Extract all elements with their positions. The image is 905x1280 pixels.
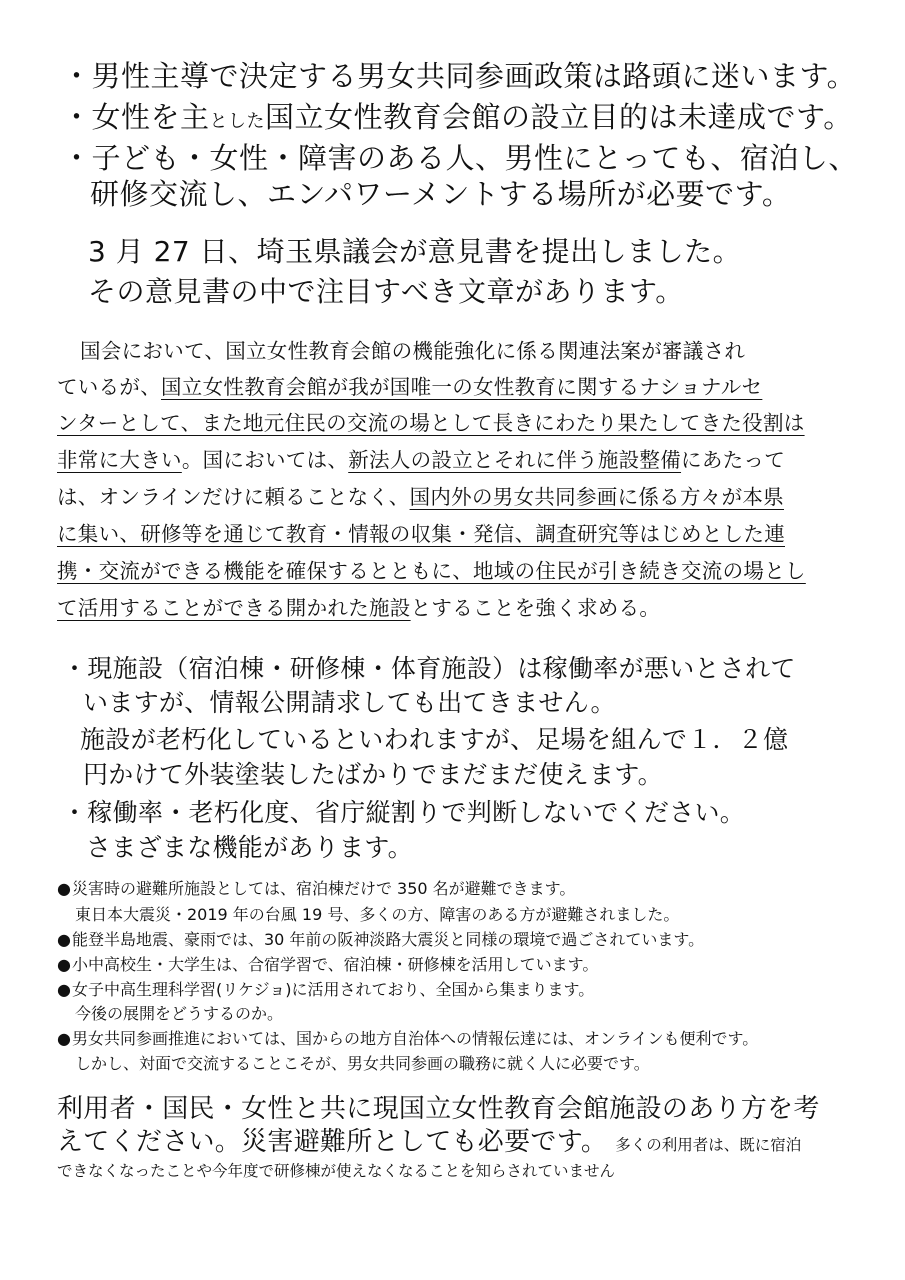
quote-line-8 xyxy=(57,598,660,619)
quote-line-5 xyxy=(57,487,784,508)
announcement-line-1: 3 月 27 日、埼玉県議会が意見書を提出しました。 xyxy=(88,235,742,268)
quote-line-4-plain-b: にあたって xyxy=(681,448,786,472)
heading-point-2-part-a: ・女性を主 xyxy=(62,100,210,134)
closing-line-1: 利用者・国民・女性と共に現国立女性教育会館施設のあり方を考 xyxy=(57,1094,820,1124)
quote-line-4 xyxy=(57,450,785,471)
quote-line-3-underlined: ンターとして、また地元住民の交流の場として長きにわたり果たしてきた役割は xyxy=(57,411,805,435)
function-item-1-continued: 東日本大震災・2019 年の台風 19 号、多くの方、障害のある方が避難されました。 xyxy=(75,905,680,924)
quote-line-4-underlined-a: 非常に大きい xyxy=(57,448,182,472)
function-item-3-text: 小中高校生・大学生は、合宿学習で、宿泊棟・研修棟を活用しています。 xyxy=(71,955,599,974)
quote-line-1: 国会において、国立女性教育会館の機能強化に係る関連法案が審議され xyxy=(80,339,746,363)
function-item-4 xyxy=(57,982,594,998)
function-item-1-text: 災害時の避難所施設としては、宿泊棟だけで 350 名が避難できます。 xyxy=(71,879,576,898)
facility-point-3: ・稼働率・老朽化度、省庁縦割りで判断しないでください。 xyxy=(62,798,746,827)
bullet-icon: ● xyxy=(57,879,71,898)
quote-line-4-plain-a: 。国においては、 xyxy=(181,448,349,472)
closing-line-3: できなくなったことや今年度で研修棟が使えなくなることを知らされていません xyxy=(57,1162,616,1180)
function-item-4-text: 女子中高生理科学習(リケジョ)に活用されており、全国から集まります。 xyxy=(71,980,595,999)
function-item-2 xyxy=(57,932,704,948)
quote-line-6-underlined: に集い、研修等を通じて教育・情報の収集・発信、調査研究等はじめとした連 xyxy=(57,522,785,546)
quote-line-4-underlined-b: 新法人の設立とそれに伴う施設整備 xyxy=(348,448,682,472)
quote-line-3 xyxy=(57,413,805,434)
facility-point-2-continued: 円かけて外装塗装したばかりでまだまだ使えます。 xyxy=(83,760,663,789)
facility-point-2: 施設が老朽化しているといわれますが、足場を組んで１．２億 xyxy=(80,725,789,754)
closing-line-2 xyxy=(57,1129,801,1155)
heading-point-3: ・子ども・女性・障害のある人、男性にとっても、宿泊し、 xyxy=(62,141,858,175)
bullet-icon: ● xyxy=(57,980,71,999)
facility-point-1-continued: いますが、情報公開請求しても出てきません。 xyxy=(83,688,616,717)
heading-point-2-small-part: とした xyxy=(209,111,266,132)
bullet-icon: ● xyxy=(57,930,71,949)
quote-line-6 xyxy=(57,524,785,545)
quote-line-2-underlined: 国立女性教育会館が我が国唯一の女性教育に関するナショナルセ xyxy=(161,375,763,399)
heading-point-2 xyxy=(62,100,853,134)
facility-point-1: ・現施設（宿泊棟・研修棟・体育施設）は稼働率が悪いとされて xyxy=(62,654,796,683)
function-item-5-text: 男女共同参画推進においては、国からの地方自治体への情報伝達には、オンラインも便利です。 xyxy=(71,1029,759,1048)
bullet-icon: ● xyxy=(57,1029,71,1048)
facility-point-3-continued: さまざまな機能があります。 xyxy=(86,833,413,862)
heading-point-3-continued: 研修交流し、エンパワーメントする場所が必要です。 xyxy=(90,177,792,211)
announcement-line-2: その意見書の中で注目すべき文章があります。 xyxy=(88,275,684,308)
function-item-4-continued: 今後の展開をどうするのか。 xyxy=(75,1004,284,1023)
function-item-5-continued: しかし、対面で交流することこそが、男女共同参画の職務に就く人に必要です。 xyxy=(75,1054,650,1073)
function-item-5 xyxy=(57,1031,758,1047)
quote-line-5-underlined: 国内外の男女共同参画に係る方々が本県 xyxy=(409,485,784,509)
heading-point-1: ・男性主導で決定する男女共同参画政策は路頭に迷います。 xyxy=(62,59,857,93)
bullet-icon: ● xyxy=(57,955,71,974)
closing-line-2-small: 多くの利用者は、既に宿泊 xyxy=(615,1136,802,1154)
heading-point-2-part-b: 国立女性教育会館の設立目的は未達成です。 xyxy=(265,100,853,134)
function-item-2-text: 能登半島地震、豪雨では、30 年前の阪神淡路大震災と同様の環境で過ごされています。 xyxy=(71,930,705,949)
closing-line-2-large: えてください。災害避難所としても必要です。 xyxy=(57,1127,608,1157)
quote-line-8-plain: とすることを強く求める。 xyxy=(410,596,661,620)
quote-line-2-plain: ているが、 xyxy=(57,375,161,399)
quote-line-7 xyxy=(57,561,806,582)
quote-line-2 xyxy=(57,377,762,398)
function-item-3 xyxy=(57,957,598,973)
function-item-1 xyxy=(57,881,575,897)
quote-line-8-underlined: て活用することができる開かれた施設 xyxy=(57,596,411,620)
quote-line-7-underlined: 携・交流ができる機能を確保するとともに、地域の住民が引き続き交流の場とし xyxy=(57,559,806,583)
quote-line-5-plain: は、オンラインだけに頼ることなく、 xyxy=(57,485,410,509)
